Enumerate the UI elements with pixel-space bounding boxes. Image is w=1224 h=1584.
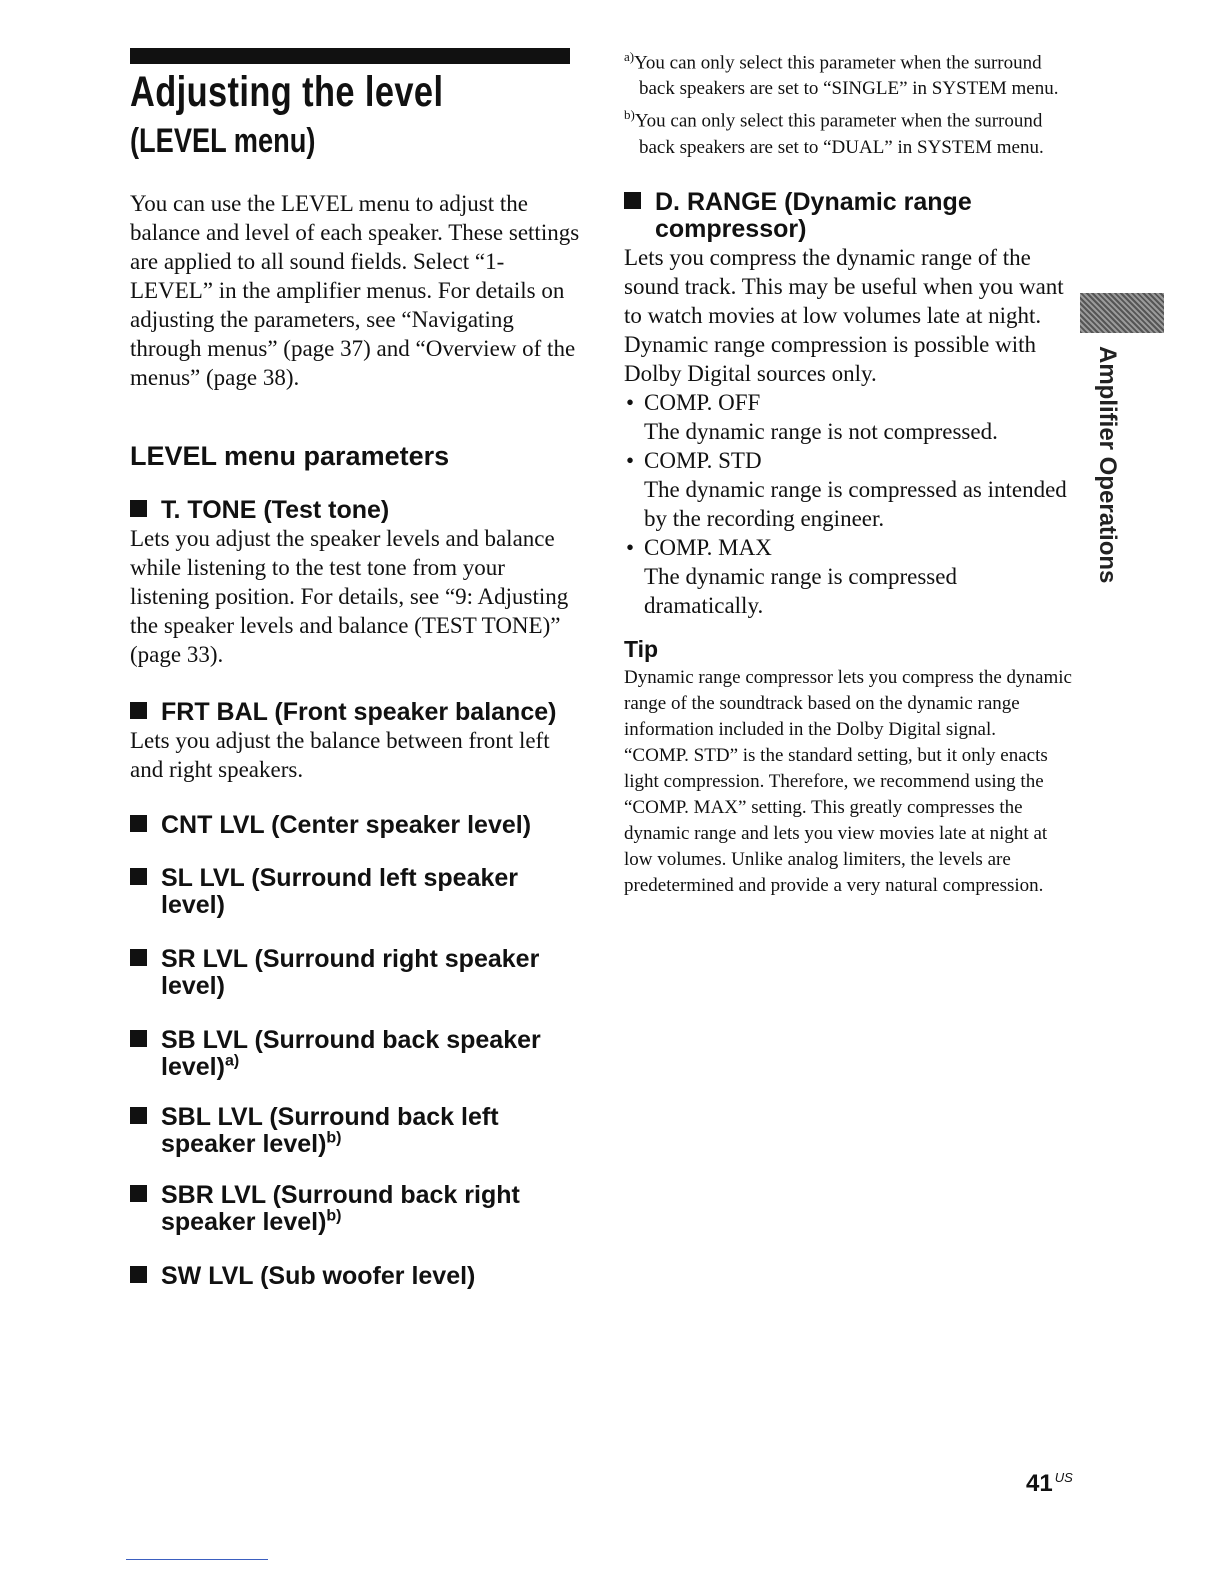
param-t-tone bbox=[130, 497, 580, 669]
right-column bbox=[624, 44, 1074, 899]
page-subtitle: (LEVEL menu) bbox=[130, 122, 316, 160]
param-sbr-lvl: SBR LVL (Surround back right speaker level)$^{b)}$ bbox=[130, 1182, 580, 1236]
section-heading: LEVEL menu parameters bbox=[130, 441, 450, 471]
options-list bbox=[624, 388, 1074, 620]
param-sl-lvl: SL LVL (Surround left speaker level) bbox=[130, 865, 580, 919]
side-tab-marker bbox=[1080, 293, 1164, 333]
square-bullet-icon bbox=[130, 1266, 147, 1283]
square-bullet-icon bbox=[130, 702, 147, 719]
square-bullet-icon bbox=[130, 949, 147, 966]
list-item: • COMP. STD The dynamic range is compressed as intended by the recording engineer. bbox=[626, 447, 1067, 531]
param-sb-lvl: SB LVL (Surround back speaker level)$^{a)}$ bbox=[130, 1027, 580, 1081]
param-sr-lvl: SR LVL (Surround right speaker level) bbox=[130, 946, 580, 1000]
square-bullet-icon bbox=[130, 868, 147, 885]
footnote-mark: a) bbox=[224, 1052, 240, 1070]
list-item: • COMP. OFF The dynamic range is not compressed. bbox=[626, 389, 998, 444]
param-d-range bbox=[624, 189, 1074, 620]
footnote-mark: b) bbox=[326, 1207, 342, 1225]
title-rule bbox=[130, 48, 570, 64]
footnote-a: $^{a)}$You can only select this parameter when the surround back speakers are set to “SINGLE” in SYSTEM menu. bbox=[624, 49, 1059, 100]
tip-paragraph: “COMP. STD” is the standard setting, but it only enacts light compression. Therefore, we recommend using the “COMP. MAX” setting. This greatly compresses the dynamic range and lets you view movies late at night at low volumes. Unlike analog limiters, the levels are predetermined and provide a very natural compression. bbox=[624, 744, 1048, 896]
side-tab-label: Amplifier Operations bbox=[1094, 346, 1121, 584]
bottom-divider bbox=[126, 1559, 268, 1560]
square-bullet-icon bbox=[130, 815, 147, 832]
param-frt-bal bbox=[130, 699, 580, 784]
square-bullet-icon bbox=[130, 1185, 147, 1202]
param-sbl-lvl: SBL LVL (Surround back left speaker level)$^{b)}$ bbox=[130, 1104, 580, 1158]
list-item: • COMP. MAX The dynamic range is compressed dramatically. bbox=[626, 534, 957, 618]
footnote-mark: b) bbox=[326, 1129, 342, 1147]
square-bullet-icon bbox=[130, 1030, 147, 1047]
param-body: Lets you adjust the speaker levels and balance while listening to the test tone from your listening position. For details, see “9: Adjusting the speaker levels and balance (TEST TONE)” (page 33). bbox=[130, 526, 569, 667]
left-column bbox=[130, 189, 580, 1290]
param-body: Lets you compress the dynamic range of the sound track. This may be useful when you want to watch movies at low volumes late at night. Dynamic range compression is possible with Dolby Digital sources only. bbox=[624, 244, 1064, 386]
footnote-b: $^{b)}$You can only select this parameter when the surround back speakers are set to “DUAL” in SYSTEM menu. bbox=[624, 107, 1044, 158]
tip-paragraph: Dynamic range compressor lets you compress the dynamic range of the soundtrack based on the dynamic range information included in the Dolby Digital signal. bbox=[624, 666, 1072, 740]
param-heading: FRT BAL (Front speaker balance) bbox=[130, 699, 580, 726]
square-bullet-icon bbox=[130, 1107, 147, 1124]
param-body: Lets you adjust the balance between front left and right speakers. bbox=[130, 728, 550, 782]
param-sw-lvl: SW LVL (Sub woofer level) bbox=[130, 1263, 580, 1290]
param-cnt-lvl: CNT LVL (Center speaker level) bbox=[130, 812, 580, 839]
tip-box bbox=[624, 636, 1074, 899]
square-bullet-icon bbox=[130, 500, 147, 517]
page-title: Adjusting the level bbox=[130, 68, 444, 116]
intro-paragraph: You can use the LEVEL menu to adjust the balance and level of each speaker. These settings are applied to all sound fields. Select “1-LEVEL” in the amplifier menus. For details on adjusting the parameters, see “Navigating through menus” (page 37) and “Overview of the menus” (page 38). bbox=[130, 191, 580, 390]
tip-heading: Tip bbox=[624, 635, 659, 662]
param-heading: T. TONE (Test tone) bbox=[130, 497, 580, 524]
square-bullet-icon bbox=[624, 192, 641, 209]
param-heading: D. RANGE (Dynamic range compressor) bbox=[624, 189, 1074, 243]
page-number: 41 $^{US}$ bbox=[1026, 1470, 1073, 1497]
